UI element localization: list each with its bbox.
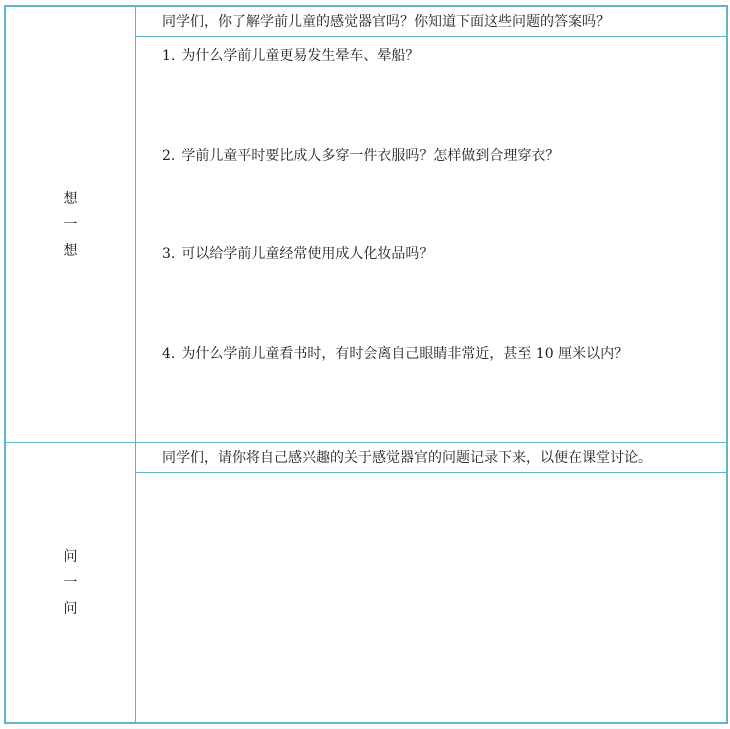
question-text: 为什么学前儿童更易发生晕车、晕船？ [181,48,420,64]
label-char: 一 [63,216,78,233]
worksheet-table [4,5,728,724]
label-char: 想 [63,242,78,259]
question-number: 3. [162,246,176,262]
question-text: 为什么学前儿童看书时，有时会离自己眼睛非常近，甚至 10 厘米以内？ [181,346,629,362]
question-text: 学前儿童平时要比成人多穿一件衣服吗？怎样做到合理穿衣？ [181,148,560,164]
question-4 [162,343,628,363]
section-think [6,7,726,443]
label-char: 想 [63,190,78,207]
section-ask-intro: 同学们，请你将自己感兴趣的关于感觉器官的问题记录下来，以便在课堂讨论。 [136,443,726,473]
question-2 [162,145,559,165]
section-ask-label-cell [6,443,136,722]
question-1 [162,45,419,65]
section-ask-label [64,544,78,622]
section-ask [6,443,726,722]
section-think-intro: 同学们，你了解学前儿童的感觉器官吗？你知道下面这些问题的答案吗？ [136,7,726,37]
label-char: 问 [63,548,78,565]
section-think-content [136,7,726,442]
label-char: 一 [63,574,78,591]
section-think-label-cell [6,7,136,442]
question-text: 可以给学前儿童经常使用成人化妆品吗？ [181,246,434,262]
question-number: 2. [162,148,176,164]
answer-writing-area[interactable] [136,473,726,722]
question-3 [162,243,433,263]
question-number: 1. [162,48,176,64]
question-number: 4. [162,346,176,362]
label-char: 问 [63,600,78,617]
section-think-label [64,186,78,264]
section-ask-content [136,443,726,722]
